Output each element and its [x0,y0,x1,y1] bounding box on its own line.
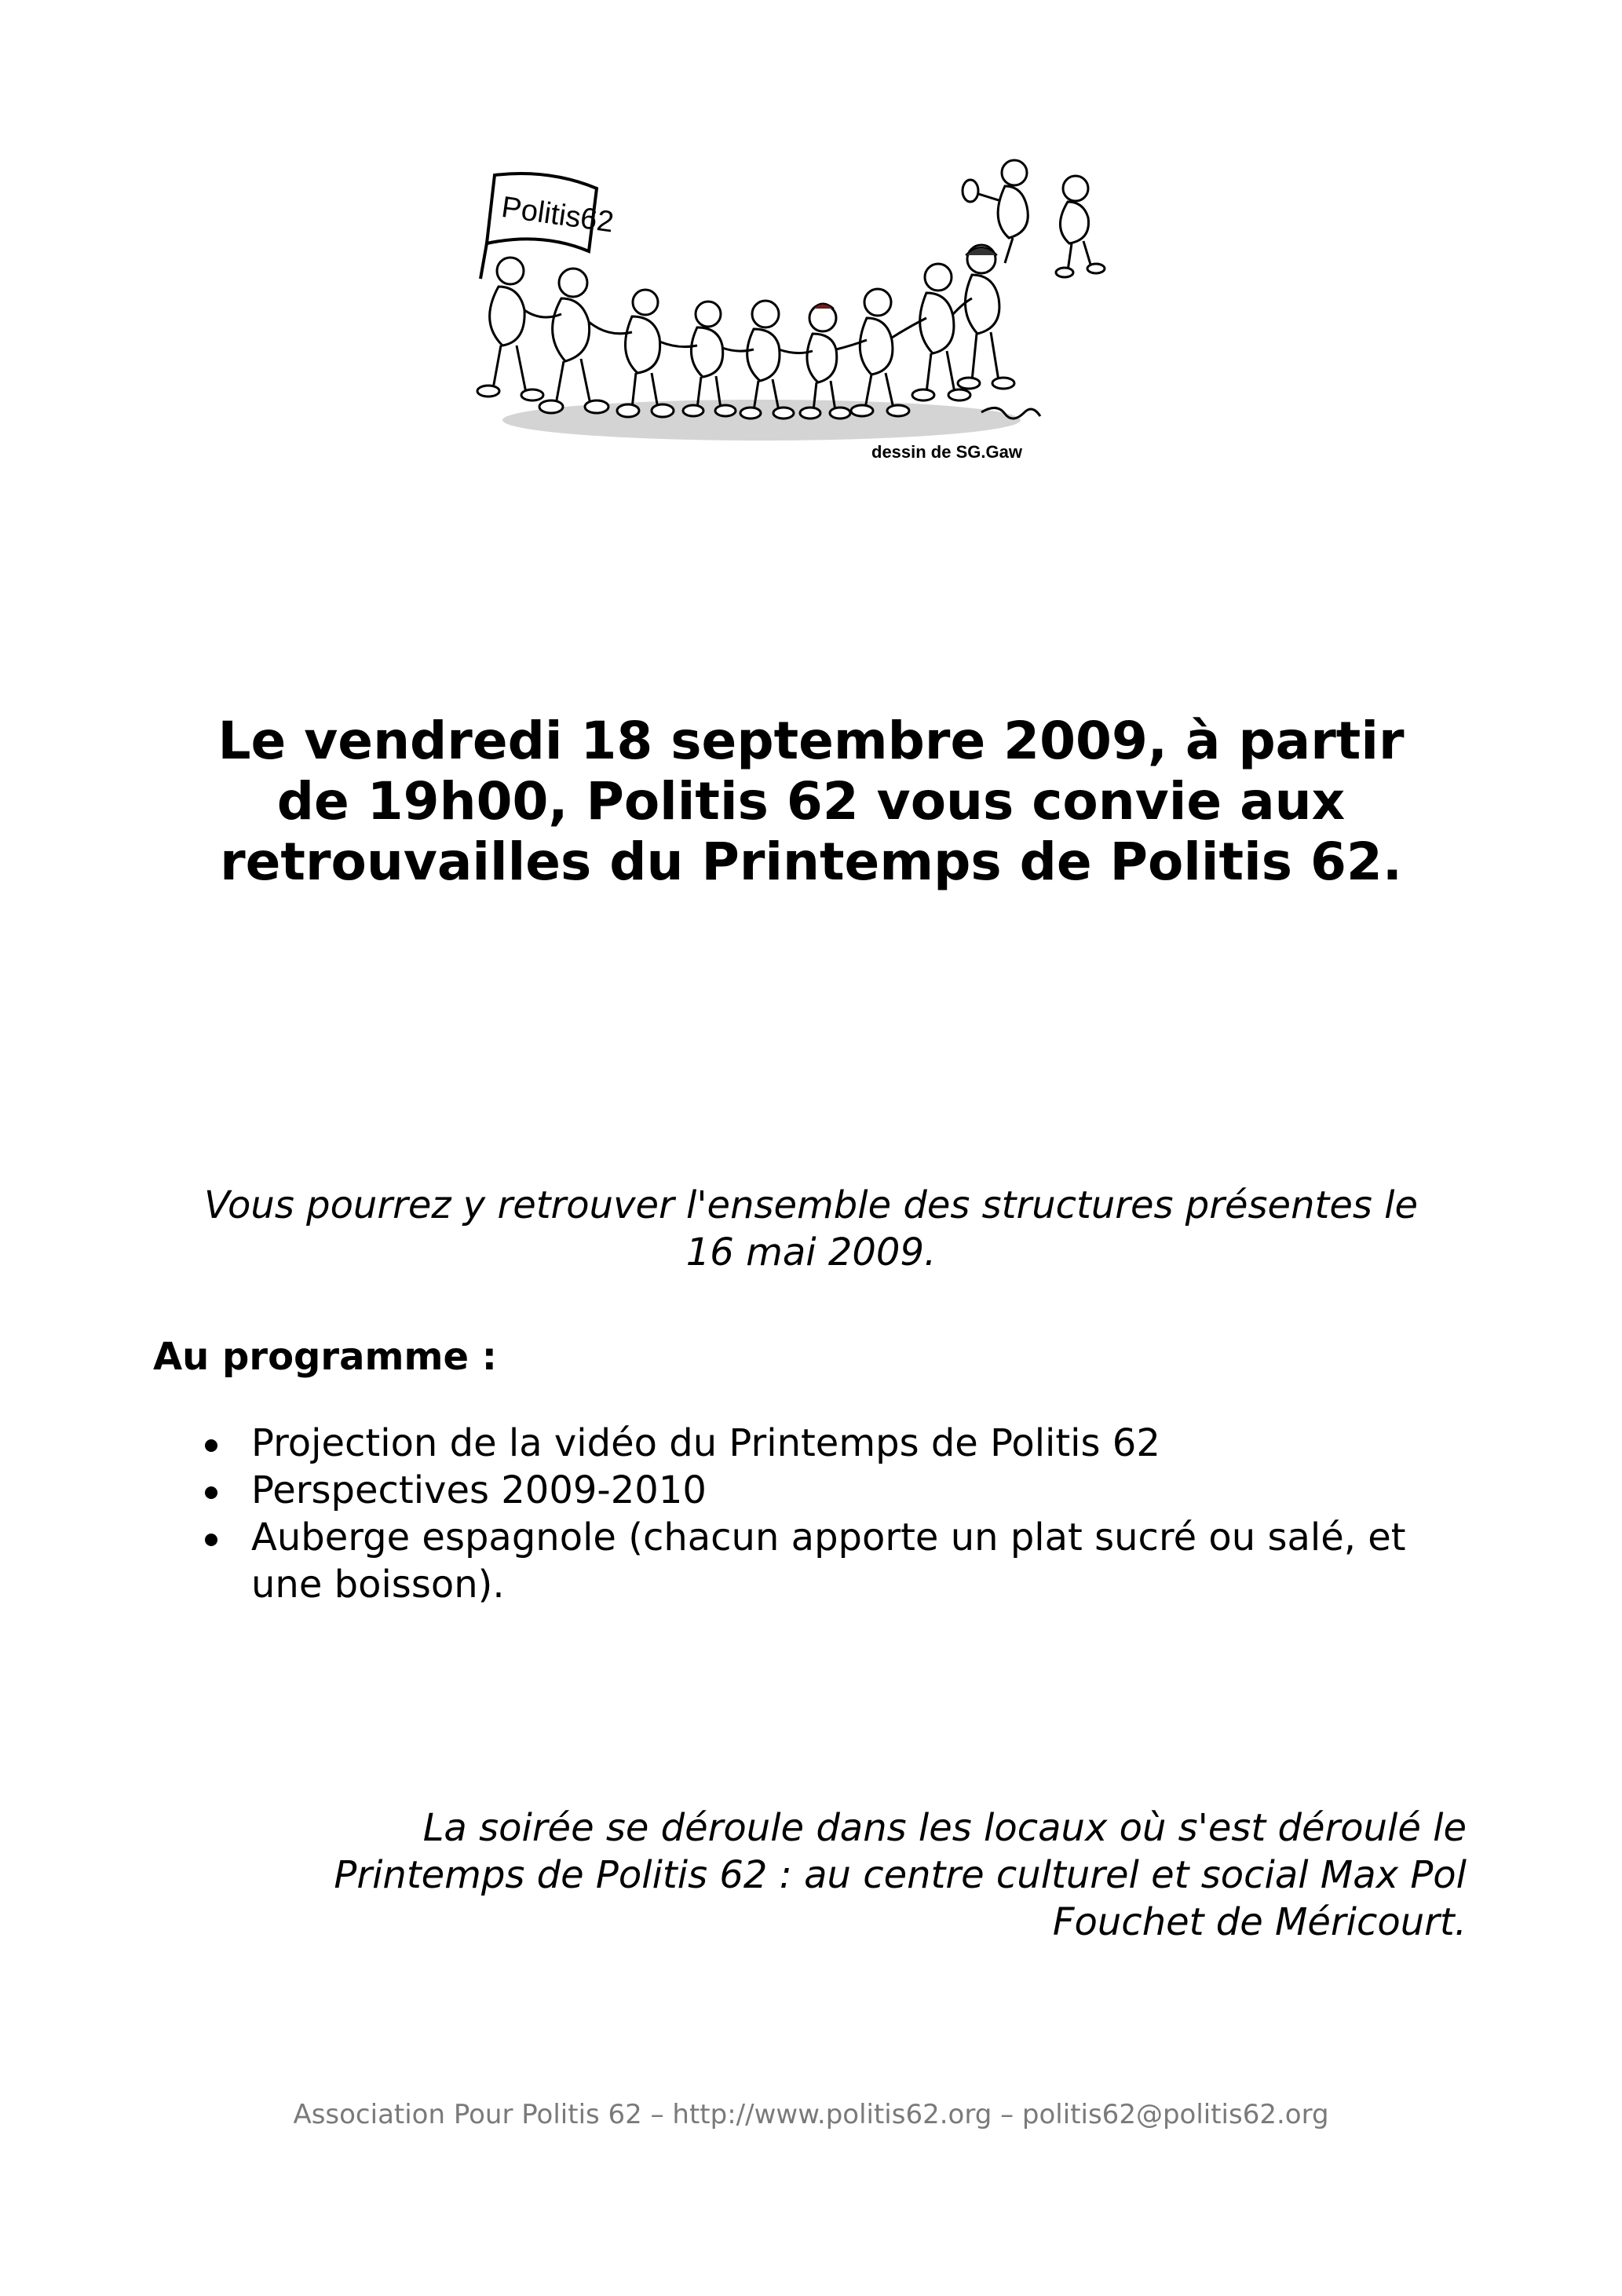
banner-label: Politis62 [499,191,616,239]
program-item [200,1467,1488,1514]
title-line: Le vendredi 18 septembre 2009, à partir [217,711,1405,771]
closing-line: La soirée se déroule dans les locaux où s'est déroulé le [422,1806,1467,1850]
closing-line: Fouchet de Méricourt. [1052,1900,1467,1944]
program-item-text: Perspectives 2009-2010 [251,1468,707,1512]
intro-line: 16 mai 2009. [685,1230,937,1274]
program-item-text: Auberge espagnole (chacun apporte un plat sucré ou salé, et une boisson). [251,1515,1406,1607]
event-title [157,711,1465,892]
bullet-icon [205,1486,217,1499]
dancing-figures-drawing [463,153,1138,491]
illustration-credit: dessin de SG.Gaw [871,442,1022,462]
bullet-icon [205,1534,217,1546]
politis62-illustration [463,153,1138,491]
intro-paragraph [149,1182,1473,1276]
program-item [200,1514,1488,1608]
title-line: retrouvailles du Printemps de Politis 62. [220,832,1402,892]
venue-paragraph [157,1804,1467,1946]
closing-line: Printemps de Politis 62 : au centre culturel et social Max Pol [334,1853,1467,1897]
program-list [200,1420,1488,1608]
bullet-icon [205,1439,217,1452]
program-heading: Au programme : [153,1335,497,1379]
intro-line: Vous pourrez y retrouver l'ensemble des structures présentes le [204,1183,1418,1227]
program-item-text: Projection de la vidéo du Printemps de Politis 62 [251,1421,1160,1465]
program-item [200,1420,1488,1467]
page-footer: Association Pour Politis 62 – http://www.politis62.org – politis62@politis62.org [293,2099,1329,2130]
title-line: de 19h00, Politis 62 vous convie aux [276,771,1346,832]
